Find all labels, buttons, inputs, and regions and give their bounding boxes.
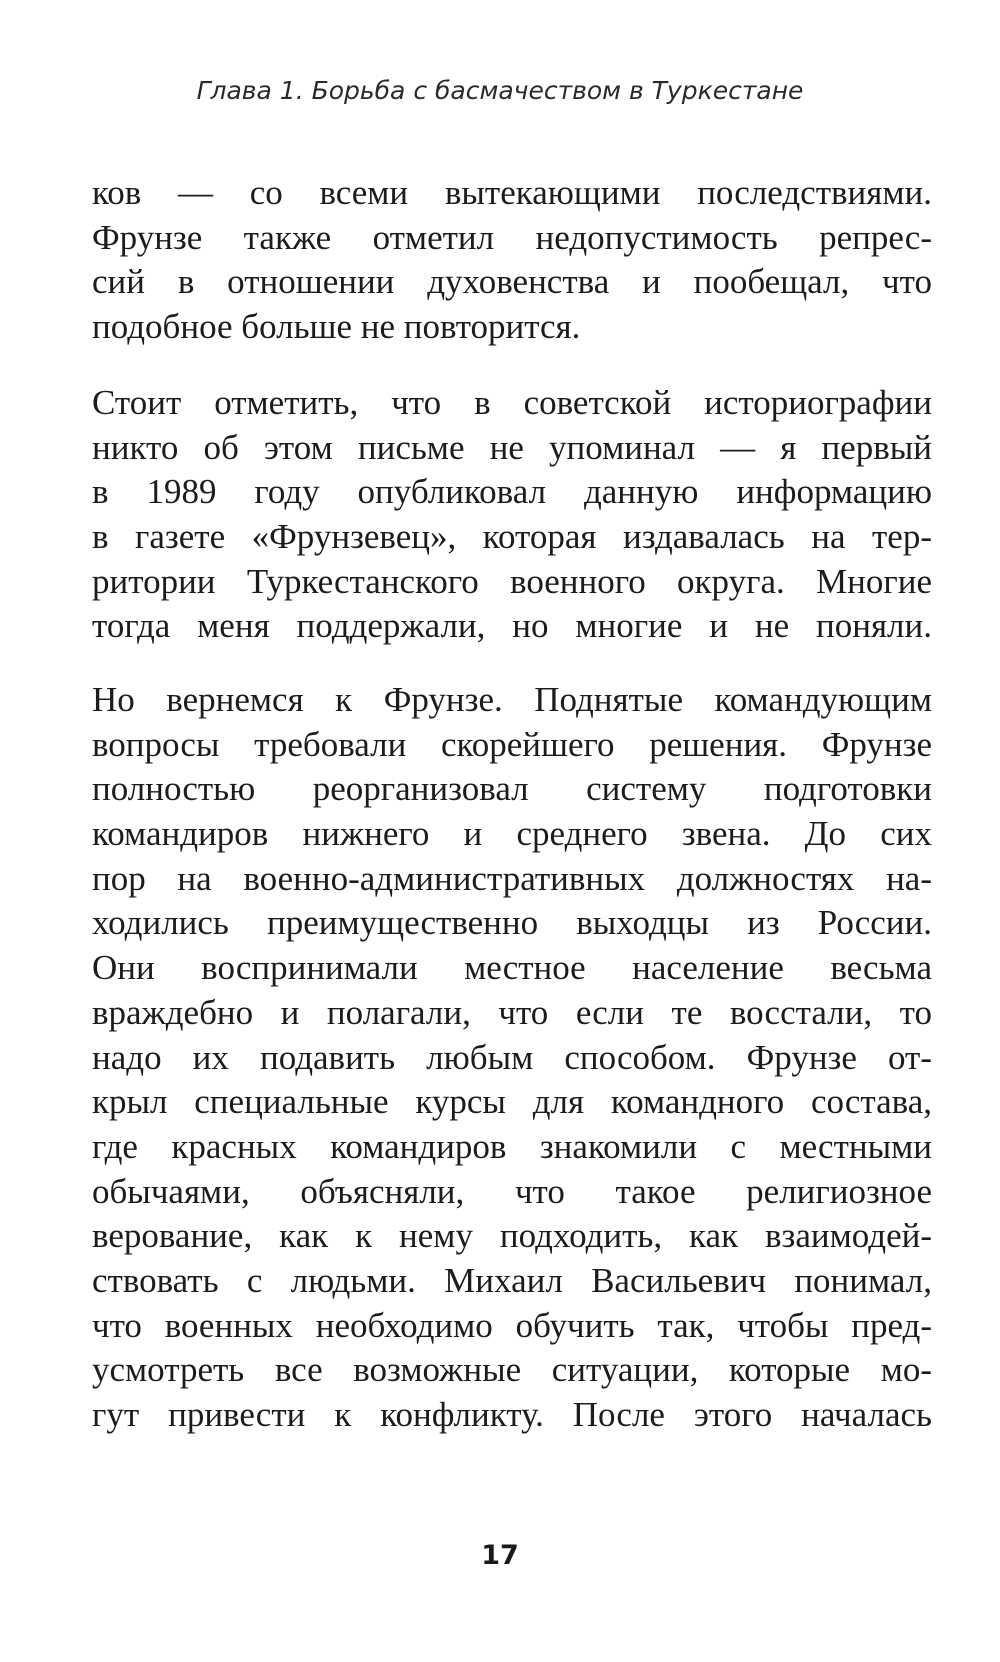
- text-line: сий в отношении духовенства и пообещал, что: [92, 262, 932, 302]
- text-line: где красных командиров знакомили с местными: [92, 1126, 932, 1166]
- text-line: обычаями, объясняли, что такое религиозное: [92, 1171, 932, 1211]
- text-line: в газете «Фрунзевец», которая издавалась на тер-: [92, 517, 932, 557]
- text-line: пор на военно-административных должностях на-: [92, 858, 932, 898]
- text-line: ствовать с людьми. Михаил Васильевич понимал,: [92, 1260, 932, 1300]
- text-line: командиров нижнего и среднего звена. До сих: [92, 814, 932, 854]
- text-line: Они воспринимали местное население весьма: [92, 948, 932, 988]
- text-line: верование, как к нему подходить, как взаимодей-: [92, 1216, 932, 1256]
- text-line: Но вернемся к Фрунзе. Поднятые командующим: [92, 680, 932, 719]
- text-line: крыл специальные курсы для командного состава,: [92, 1082, 932, 1122]
- text-line: ходились преимущественно выходцы из России.: [92, 903, 932, 943]
- text-line: гут привести к конфликту. После этого началась: [92, 1395, 932, 1434]
- text-line: враждебно и полагали, что если те восстали, то: [92, 992, 932, 1032]
- text-line: что военных необходимо обучить так, чтобы пред-: [92, 1305, 932, 1345]
- running-header: Глава 1. Борьба с басмачеством в Туркестане: [196, 76, 804, 105]
- text-line: ков — со всеми вытекающими последствиями.: [92, 173, 932, 212]
- text-line: вопросы требовали скорейшего решения. Фрунзе: [92, 724, 932, 764]
- paragraph-3: [92, 678, 932, 1438]
- paragraph-1: [92, 171, 932, 350]
- paragraph-2: [92, 381, 932, 649]
- text-line: подобное больше не повторится.: [92, 307, 581, 347]
- text-line: надо их подавить любым способом. Фрунзе от-: [92, 1037, 932, 1077]
- text-line: никто об этом письме не упоминал — я первый: [92, 427, 932, 467]
- text-line: тогда меня поддержали, но многие и не поняли.: [92, 606, 932, 646]
- text-line: полностью реорганизовал систему подготовки: [92, 769, 932, 809]
- text-line: ритории Туркестанского военного округа. Многие: [92, 561, 932, 601]
- text-line: в 1989 году опубликовал данную информацию: [92, 472, 932, 512]
- text-line: Стоит отметить, что в советской историографии: [92, 383, 932, 422]
- text-line: Фрунзе также отметил недопустимость репрес-: [92, 217, 932, 257]
- text-line: усмотреть все возможные ситуации, которые мо-: [92, 1350, 932, 1390]
- page-number: 17: [481, 1540, 519, 1571]
